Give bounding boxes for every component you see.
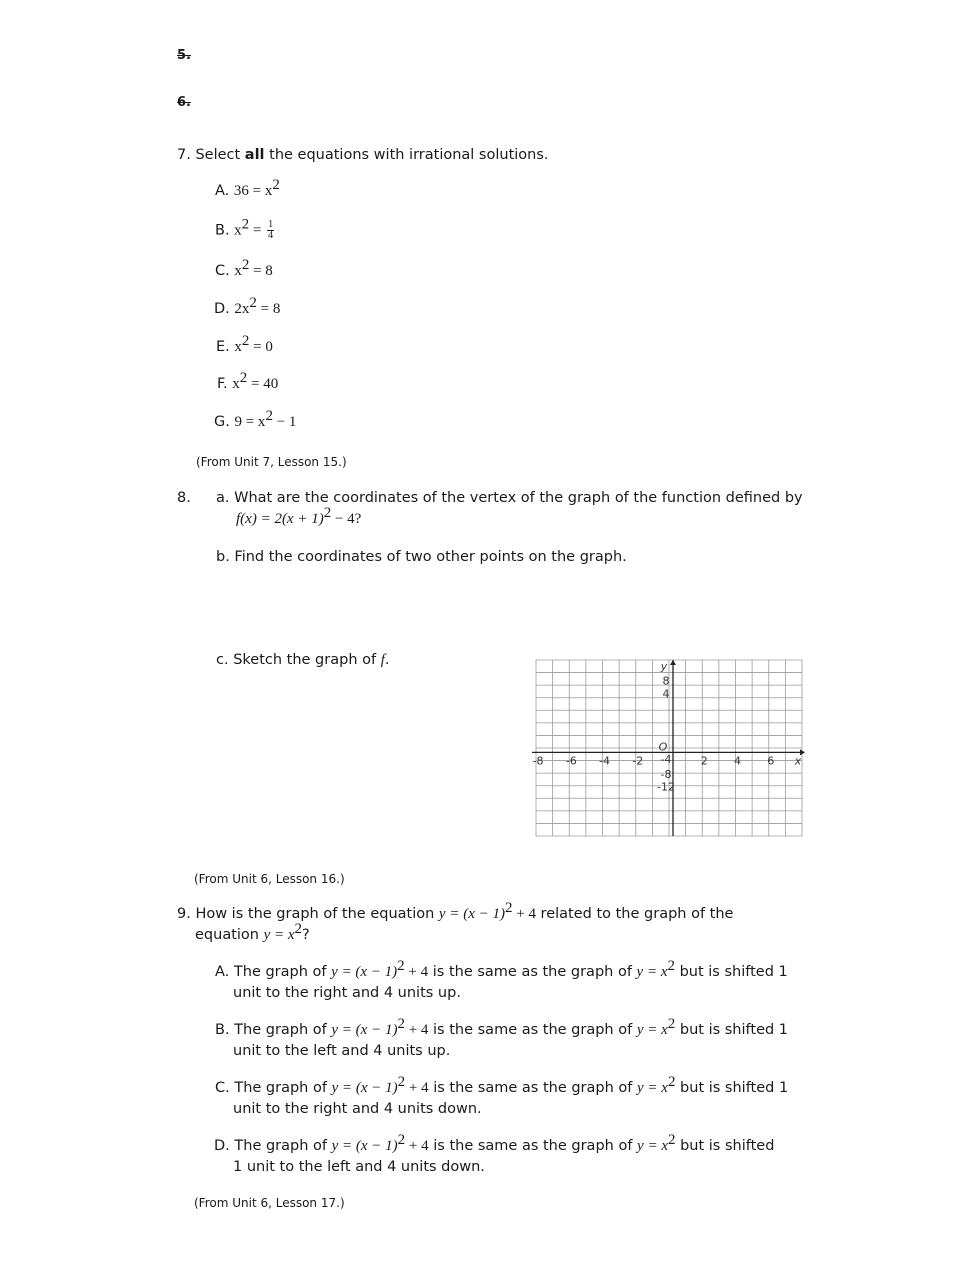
y-tick-label: -12 <box>657 780 675 794</box>
grid-labels <box>533 660 802 794</box>
q9-option-c: C. The graph of $y = (x - 1)^2 + 4$ is the same as the graph of $y = x^2$ but is shifted 1 unit to the right and 4 units down. <box>215 1074 789 1117</box>
q7-option-g: G. $9 = x^2 - 1$ <box>214 408 297 430</box>
q7-option-f: F. $x^2 = 40$ <box>217 370 279 392</box>
q9-option-d: D. The graph of $y = (x - 1)^2 + 4$ is the same as the graph of $y = x^2$ but is shifted 1 unit to the left and 4 units down. <box>214 1132 775 1175</box>
x-tick-label: 6 <box>767 754 775 768</box>
x-axis-label: x <box>794 754 802 768</box>
y-axis-label: y <box>660 660 668 673</box>
question-8-number: 8. <box>177 490 191 506</box>
q7-option-d: D. $2x^2 = 8$ <box>214 295 281 317</box>
x-tick-label: -2 <box>632 754 644 768</box>
q7-option-b: B. $x^2$ = $\frac{1}{4}$ <box>215 216 274 241</box>
y-tick-label: -8 <box>660 768 672 782</box>
question-7-prompt: 7. Select all the equations with irrational solutions. <box>177 147 549 163</box>
q9-option-a: A. The graph of $y = (x - 1)^2 + 4$ is the same as the graph of $y = x^2$ but is shifted 1 unit to the right and 4 units up. <box>215 958 788 1001</box>
question-9-prompt: 9. How is the graph of the equation $y = (x - 1)^2 + 4$ related to the graph of the <box>177 900 734 922</box>
y-tick-label: -4 <box>660 753 672 767</box>
q7-option-e: E. $x^2 = 0$ <box>216 333 273 355</box>
y-tick-label: 8 <box>662 674 670 688</box>
x-tick-label: 4 <box>734 754 741 768</box>
q7-option-a: A. $36 = x^2$ <box>215 177 280 199</box>
question-6-number: 6. <box>177 95 191 110</box>
question-9-prompt-line2: equation $y = x^2$? <box>195 921 310 943</box>
q8-source: (From Unit 6, Lesson 16.) <box>194 872 345 886</box>
fraction-one-quarter: $\frac{1}{4}$ <box>268 219 274 241</box>
q8-part-c: c. Sketch the graph of f. <box>216 652 390 668</box>
y-tick-label: 4 <box>662 687 670 701</box>
x-tick-label: -8 <box>532 754 544 768</box>
origin-label: O <box>658 740 668 754</box>
q8-part-a: a. What are the coordinates of the vertex of the graph of the function defined by <box>216 490 803 506</box>
q7-option-c: C. $x^2 = 8$ <box>215 257 273 279</box>
coordinate-grid[interactable] <box>530 654 810 840</box>
x-tick-label: -6 <box>565 754 577 768</box>
y-axis-arrow-icon <box>670 660 676 665</box>
question-5-number: 5. <box>177 48 191 63</box>
x-tick-label: -4 <box>599 754 610 768</box>
q7-source: (From Unit 7, Lesson 15.) <box>196 455 347 469</box>
q8-part-b: b. Find the coordinates of two other points on the graph. <box>216 549 627 565</box>
q9-source: (From Unit 6, Lesson 17.) <box>194 1196 345 1210</box>
q9-option-b: B. The graph of $y = (x - 1)^2 + 4$ is the same as the graph of $y = x^2$ but is shifted 1 unit to the left and 4 units up. <box>215 1016 789 1059</box>
x-tick-label: 2 <box>700 754 708 768</box>
q8-part-a-function: $f(x) = 2(x + 1)^2 - 4$? <box>236 505 362 527</box>
